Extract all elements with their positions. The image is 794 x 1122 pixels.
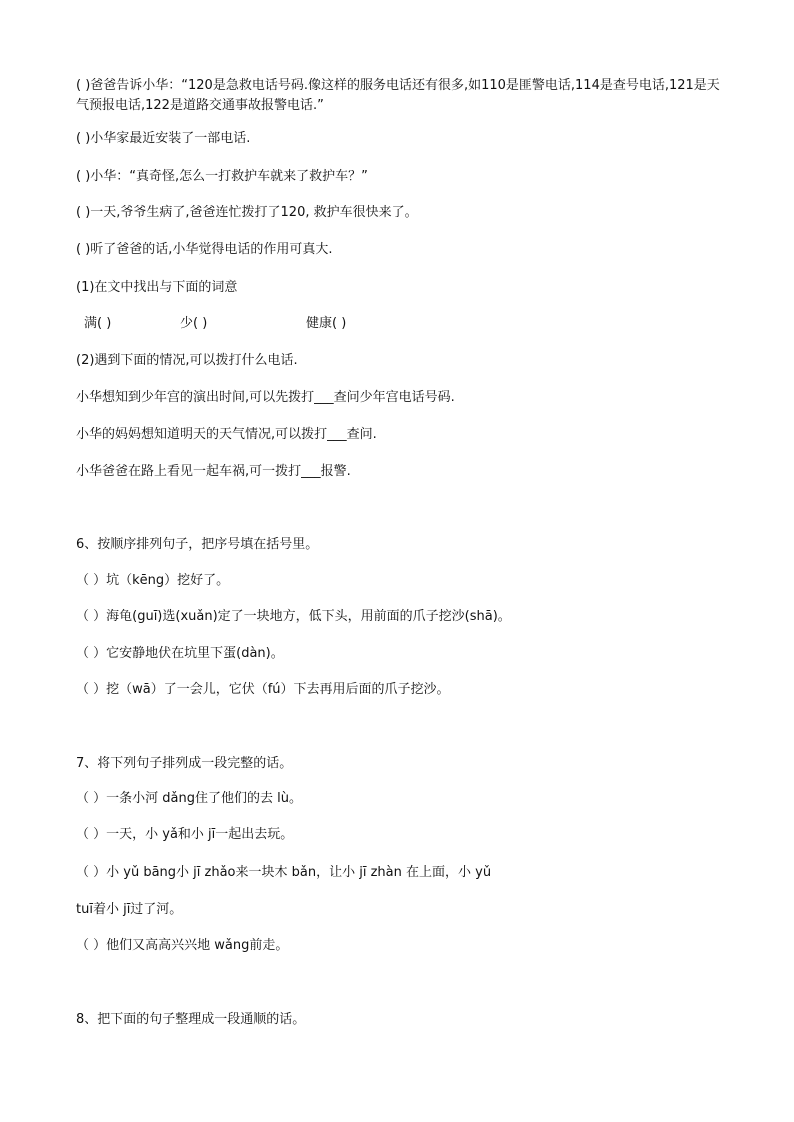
sentence-item-1: ( )爸爸告诉小华：“120是急救电话号码.像这样的服务电话还有很多,如110是匪警电话,114是查号电话,121是天气预报电话,122是道路交通事故报警电话.” <box>76 78 720 113</box>
order-item: （ ）坑（kēng）挖好了。 <box>76 573 230 588</box>
arrange-item: （ ）一条小河 dǎng住了他们的去 lù。 <box>76 791 302 806</box>
order-item: （ ）海龟(guī)选(xuǎn)定了一块地方，低下头，用前面的爪子挖沙(shā)。 <box>76 609 511 624</box>
question-2-prompt: (2)遇到下面的情况,可以拨打什么电话. <box>76 353 298 368</box>
word-blank-few: 少( ) <box>180 316 208 331</box>
order-item: （ ）挖（wā）了一会儿，它伏（fú）下去再用后面的爪子挖沙。 <box>76 682 450 697</box>
sentence-item-3: ( )小华：“真奇怪,怎么一打救护车就来了救护车？” <box>76 169 368 184</box>
sentence-item-4: ( )一天,爷爷生病了,爸爸连忙拨打了120, 救护车很快来了。 <box>76 205 418 220</box>
arrange-item: （ ）一天，小 yǎ和小 jī一起出去玩。 <box>76 827 294 842</box>
word-blank-healthy: 健康( ) <box>306 316 347 331</box>
phone-question-item: 小华的妈妈想知道明天的天气情况,可以拨打___查问. <box>76 427 377 442</box>
arrange-item: （ ）小 yǔ bāng小 jī zhǎo来一块木 bǎn，让小 jī zhàn 在上面，小 yǔ <box>76 865 492 880</box>
arrange-item: （ ）他们又高高兴兴地 wǎng前走。 <box>76 938 289 953</box>
sentence-item-5: ( )听了爸爸的话,小华觉得电话的作用可真大. <box>76 242 333 257</box>
sentence-item-2: ( )小华家最近安装了一部电话. <box>76 131 251 146</box>
section-7-title: 7、将下列句子排列成一段完整的话。 <box>76 756 293 771</box>
arrange-item-continuation: tuī着小 jī过了河。 <box>76 902 183 917</box>
word-blank-full: 满( ) <box>84 316 112 331</box>
section-8-title: 8、把下面的句子整理成一段通顺的话。 <box>76 1012 306 1027</box>
phone-question-item: 小华爸爸在路上看见一起车祸,可一拨打___报警. <box>76 464 351 479</box>
question-1-prompt: (1)在文中找出与下面的词意 <box>76 280 238 295</box>
section-6-title: 6、按顺序排列句子，把序号填在括号里。 <box>76 537 319 552</box>
phone-question-item: 小华想知到少年宫的演出时间,可以先拨打___查问少年宫电话号码. <box>76 390 455 405</box>
order-item: （ ）它安静地伏在坑里下蛋(dàn)。 <box>76 646 284 661</box>
